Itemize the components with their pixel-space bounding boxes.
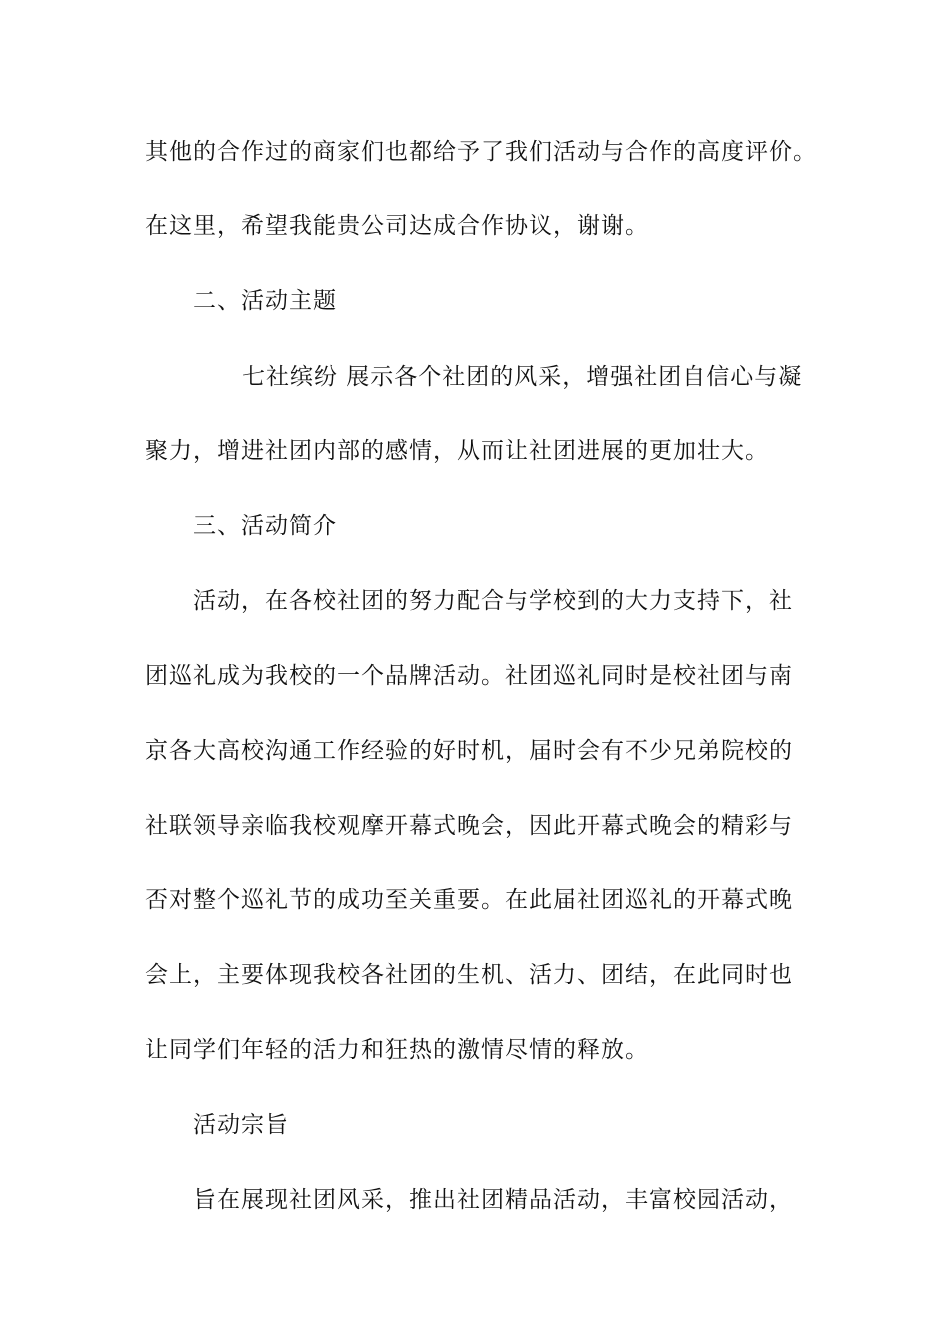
section-heading: 三、活动简介	[193, 513, 337, 539]
section-heading: 活动宗旨	[193, 1112, 289, 1138]
paragraph-line: 七社缤纷 展示各个社团的风采，增强社团自信心与凝	[242, 364, 803, 390]
paragraph-line: 否对整个巡礼节的成功至关重要。在此届社团巡礼的开幕式晚	[145, 887, 793, 913]
paragraph-line: 京各大高校沟通工作经验的好时机，届时会有不少兄弟院校的	[145, 738, 793, 764]
paragraph-line: 旨在展现社团风采，推出社团精品活动，丰富校园活动，	[193, 1187, 793, 1213]
paragraph-line: 会上，主要体现我校各社团的生机、活力、团结，在此同时也	[145, 962, 793, 988]
paragraph-line: 团巡礼成为我校的一个品牌活动。社团巡礼同时是校社团与南	[145, 663, 793, 689]
paragraph-line: 社联领导亲临我校观摩开幕式晚会，因此开幕式晚会的精彩与	[145, 813, 793, 839]
paragraph-line: 其他的合作过的商家们也都给予了我们活动与合作的高度评价。	[145, 139, 817, 165]
paragraph-line: 活动，在各校社团的努力配合与学校到的大力支持下，社	[193, 588, 793, 614]
paragraph-line: 在这里，希望我能贵公司达成合作协议，谢谢。	[145, 213, 649, 239]
paragraph-line: 聚力，增进社团内部的感情，从而让社团进展的更加壮大。	[145, 438, 769, 464]
section-heading: 二、活动主题	[193, 288, 337, 314]
paragraph-line: 让同学们年轻的活力和狂热的激情尽情的释放。	[145, 1037, 649, 1063]
